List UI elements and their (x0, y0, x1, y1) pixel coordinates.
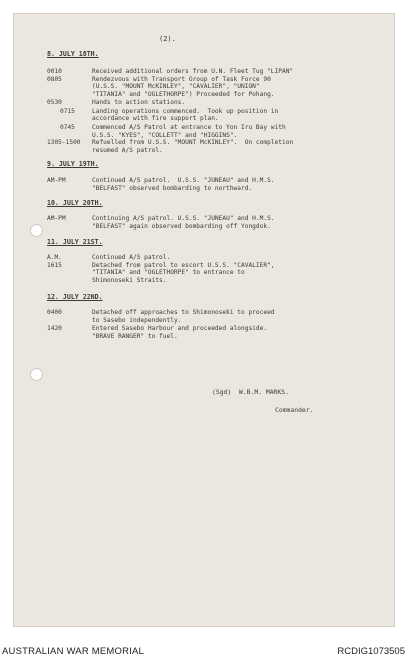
entry-time: 0715 (60, 107, 75, 115)
punch-hole-top (30, 224, 43, 237)
document-page (14, 14, 394, 626)
entry-text: Commenced A/S Patrol at entrance to Yon Iru Bay with (92, 124, 286, 131)
entry-text: Hands to action stations. (92, 99, 186, 106)
entry-time: 1420 (47, 325, 62, 332)
entry-time: AM-PM (47, 177, 66, 184)
entry-time: 0010 (47, 68, 62, 75)
entry-text: Detached from patrol to escort U.S.S. "CAVALIER", (92, 261, 275, 269)
signature-rank: Commander. (275, 406, 314, 414)
archive-id: RCDIG1073505 (337, 646, 405, 657)
punch-hole-bottom (30, 368, 43, 381)
entry-time: 0805 (47, 75, 62, 83)
entry-text: Landing operations commenced. Took up position in (92, 107, 279, 115)
entry-time: 1305-1500 (47, 139, 81, 146)
section-heading: 11. JULY 21ST. (47, 238, 103, 246)
entry-text: "TITANIA" and "OGLETHORPE") Proceeded for Pohang. (92, 90, 275, 98)
entry-text: Shimonoseki Straits. (92, 276, 167, 284)
entry-text: Received additional orders from U.N. Fleet Tug "LIPAN" (92, 68, 294, 75)
entry-text: (U.S.S. "MOUNT McKINLEY", "CAVALIER", "UNION" (92, 83, 260, 90)
page-number: (2). (159, 35, 176, 43)
entry-text: "BRAVE RANGER" to fuel. (92, 332, 178, 340)
entry-time: AM-PM (47, 215, 66, 222)
signature-line: (Sgd) W.B.M. MARKS. (212, 388, 289, 396)
entry-time: 0530 (47, 99, 62, 106)
archive-footer (0, 640, 411, 666)
entry-text: "BELFAST" again observed bombarding off Yongdok. (92, 222, 271, 230)
entry-time: 1615 (47, 261, 62, 269)
entry-text: Continuing A/S patrol. U.S.S. "JUNEAU" and H.M.S. (92, 215, 275, 222)
entry-time: 0745 (60, 124, 75, 131)
section-heading: 9. JULY 19TH. (47, 160, 99, 168)
entry-text: Entered Sasebo Harbour and proceeded alongside. (92, 325, 268, 332)
entry-text: "TITANIA" and "OGLETHORPE" to entrance to (92, 269, 245, 276)
entry-text: Continued A/S patrol. U.S.S. "JUNEAU" and H.M.S. (92, 177, 275, 184)
entry-time: 0400 (47, 309, 62, 316)
entry-text: "BELFAST" observed bombarding to northward. (92, 184, 253, 192)
entry-text: accordance with fire support plan. (92, 115, 219, 122)
entry-text: Rendezvous with Transport Group of Task Force 90 (92, 75, 271, 83)
entry-text: U.S.S. "KYES", "COLLETT" and "HIGGINS". (92, 131, 238, 139)
section-heading: 12. JULY 22ND. (47, 293, 103, 301)
entry-text: resumed A/S patrol. (92, 146, 163, 154)
entry-time: A.M. (47, 254, 62, 261)
entry-text: Detached off approaches to Shimonoseki to proceed (92, 309, 275, 316)
entry-text: Refuelled from U.S.S. "MOUNT McKINLEY". On completion (92, 139, 294, 146)
section-heading: 10. JULY 20TH. (47, 199, 103, 207)
section-heading: 8. JULY 18TH. (47, 50, 99, 58)
entry-text: Continued A/S patrol. (92, 254, 171, 261)
archive-name: AUSTRALIAN WAR MEMORIAL (2, 646, 145, 657)
entry-text: to Sasebo independently. (92, 316, 182, 324)
